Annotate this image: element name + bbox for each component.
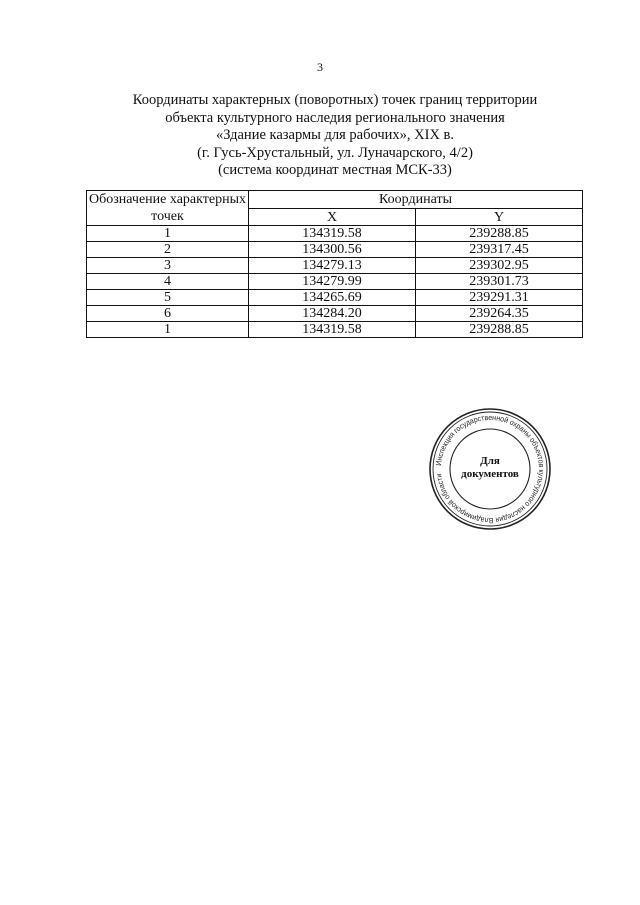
header-point-designation: Обозначение характерных точек [87, 191, 249, 226]
title-line-1: Координаты характерных (поворотных) точек границ территории [132, 92, 538, 108]
stamp-ring-text: Инспекция государственной охраны объектов культурного наследия Владимирской области [434, 412, 547, 526]
cell-x: 134279.13 [249, 258, 416, 274]
cell-point: 1 [87, 226, 249, 242]
cell-point: 5 [87, 290, 249, 306]
cell-y: 239302.95 [416, 258, 583, 274]
cell-y: 239288.85 [416, 322, 583, 338]
table-row [87, 258, 583, 274]
coordinates-table [86, 190, 583, 338]
cell-point: 4 [87, 274, 249, 290]
stamp-center-text [428, 455, 552, 481]
table-row [87, 274, 583, 290]
table-row [87, 226, 583, 242]
stamp-center-line-1: Для [480, 455, 500, 467]
header-x: X [249, 209, 416, 226]
cell-point: 3 [87, 258, 249, 274]
title-line-5: (система координат местная МСК-33) [218, 162, 452, 178]
title-line-3: «Здание казармы для рабочих», XIX в. [215, 127, 455, 143]
cell-point: 2 [87, 242, 249, 258]
cell-y: 239301.73 [416, 274, 583, 290]
document-title [0, 92, 640, 180]
cell-x: 134279.99 [249, 274, 416, 290]
cell-x: 134265.69 [249, 290, 416, 306]
page-number: 3 [317, 60, 323, 74]
table-row [87, 306, 583, 322]
title-line-2: объекта культурного наследия регионального значения [165, 109, 505, 126]
cell-x: 134319.58 [249, 322, 416, 338]
cell-point: 6 [87, 306, 249, 322]
stamp-center-line-2: документов [461, 468, 519, 480]
table-row [87, 242, 583, 258]
table-row [87, 290, 583, 306]
cell-x: 134319.58 [249, 226, 416, 242]
title-line-4: (г. Гусь-Хрустальный, ул. Луначарского, 4/2) [197, 144, 473, 161]
cell-y: 239291.31 [416, 290, 583, 306]
cell-x: 134284.20 [249, 306, 416, 322]
cell-y: 239317.45 [416, 242, 583, 258]
cell-y: 239264.35 [416, 306, 583, 322]
table-row [87, 322, 583, 338]
header-y: Y [416, 209, 583, 226]
cell-y: 239288.85 [416, 226, 583, 242]
cell-x: 134300.56 [249, 242, 416, 258]
cell-point: 1 [87, 322, 249, 338]
header-coordinates: Координаты [249, 191, 583, 209]
